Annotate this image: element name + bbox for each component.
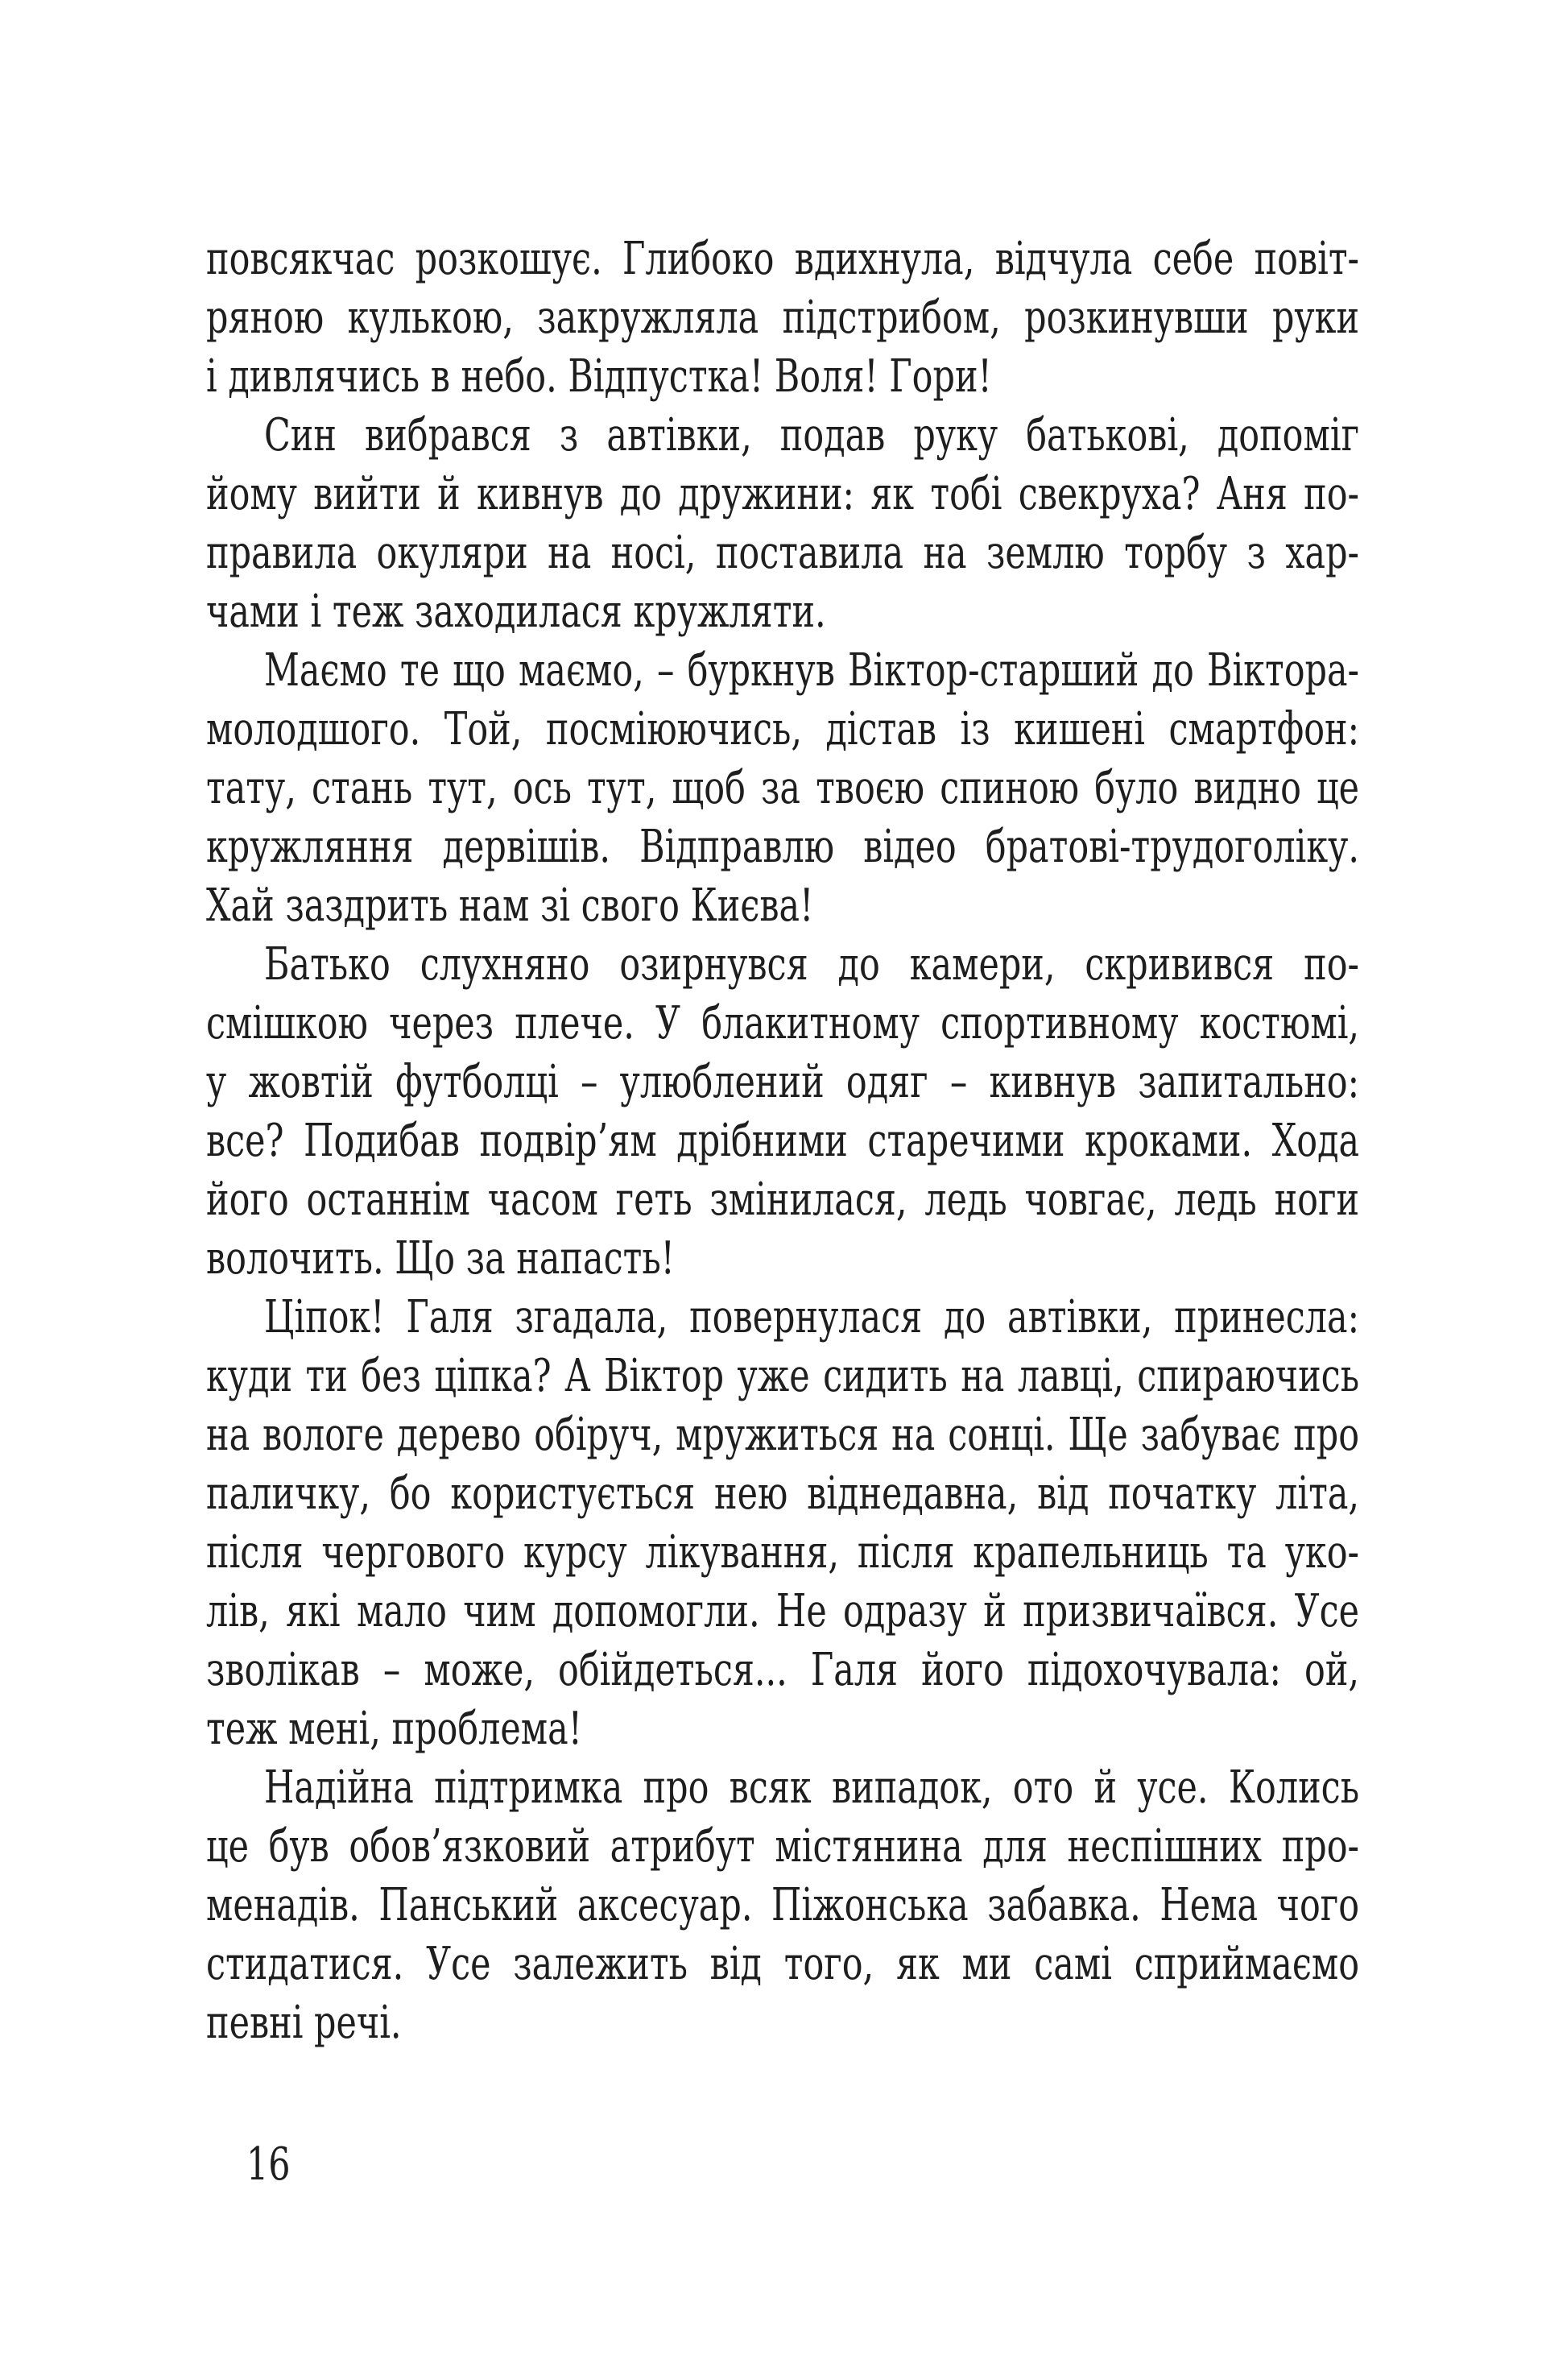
- text-line: певні речі.: [206, 1997, 402, 2049]
- folio-wrapper: [246, 2135, 291, 2194]
- body-text: [206, 230, 1359, 2052]
- text-line: смішкою через плече. У блакитному спортивному костюмі,: [206, 997, 1360, 1049]
- text-line: повсякчас розкошує. Глибоко вдихнула, відчула себе повіт-: [206, 233, 1360, 285]
- text-line: на вологе дерево обіруч, мружиться на сонці. Ще забуває про: [206, 1409, 1360, 1461]
- text-line: у жовтій футболці – улюблений одяг – кивнув запитально:: [206, 1056, 1360, 1108]
- text-line: Хай заздрить нам зі свого Києва!: [206, 880, 814, 932]
- text-line: після чергового курсу лікування, після крапельниць та уко-: [206, 1526, 1360, 1579]
- text-line: йому вийти й кивнув до дружини: як тобі свекруха? Аня по-: [206, 468, 1360, 520]
- text-line: ряною кулькою, закружляла підстрибом, розкинувши руки: [206, 292, 1360, 344]
- text-line: куди ти без ціпка? А Віктор уже сидить на лавці, спираючись: [206, 1350, 1360, 1402]
- text-line: зволікав – може, обійдеться... Галя його підохочувала: ой,: [206, 1644, 1360, 1696]
- text-line: лів, які мало чим допомогли. Не одразу й призвичаївся. Усе: [206, 1585, 1360, 1637]
- text-line: паличку, бо користується нею віднедавна, від початку літа,: [206, 1467, 1360, 1520]
- page-number: 16: [246, 2138, 291, 2191]
- text-line: Син вибрався з автівки, подав руку батькові, допоміг: [263, 409, 1360, 462]
- text-line: стидатися. Усе залежить від того, як ми самі сприймаємо: [206, 1938, 1360, 1990]
- text-line: чами і теж заходилася кружляти.: [206, 586, 826, 638]
- body-text-scale-wrapper: [206, 230, 1359, 2052]
- text-line: молодшого. Той, посміюючись, дістав із кишені смартфон:: [206, 703, 1360, 755]
- text-line: Маємо те що маємо, – буркнув Віктор-старший до Віктора-: [263, 644, 1360, 697]
- text-line: правила окуляри на носі, поставила на землю торбу з хар-: [206, 527, 1360, 579]
- text-line: менадів. Панський аксесуар. Піжонська забавка. Нема чого: [206, 1879, 1360, 1931]
- text-line: Надійна підтримка про всяк випадок, ото й усе. Колись: [263, 1761, 1360, 1814]
- text-line: волочить. Що за напасть!: [206, 1232, 675, 1285]
- text-line: його останнім часом геть змінилася, ледь човгає, ледь ноги: [206, 1173, 1360, 1226]
- text-line: теж мені, проблема!: [206, 1703, 582, 1755]
- text-line: Ціпок! Галя згадала, повернулася до автівки, принесла:: [263, 1291, 1360, 1343]
- text-line: все? Подибав подвір’ям дрібними старечими кроками. Хода: [206, 1115, 1360, 1167]
- text-line: тату, стань тут, ось тут, щоб за твоєю спиною було видно це: [206, 762, 1360, 814]
- text-line: і дивлячись в небо. Відпустка! Воля! Гори!: [206, 350, 992, 403]
- text-line: кружляння дервішів. Відправлю відео братові-трудоголіку.: [206, 821, 1360, 873]
- text-line: це був обов’язковий атрибут містянина для неспішних про-: [206, 1820, 1360, 1873]
- text-line: Батько слухняно озирнувся до камери, скривився по-: [263, 938, 1360, 991]
